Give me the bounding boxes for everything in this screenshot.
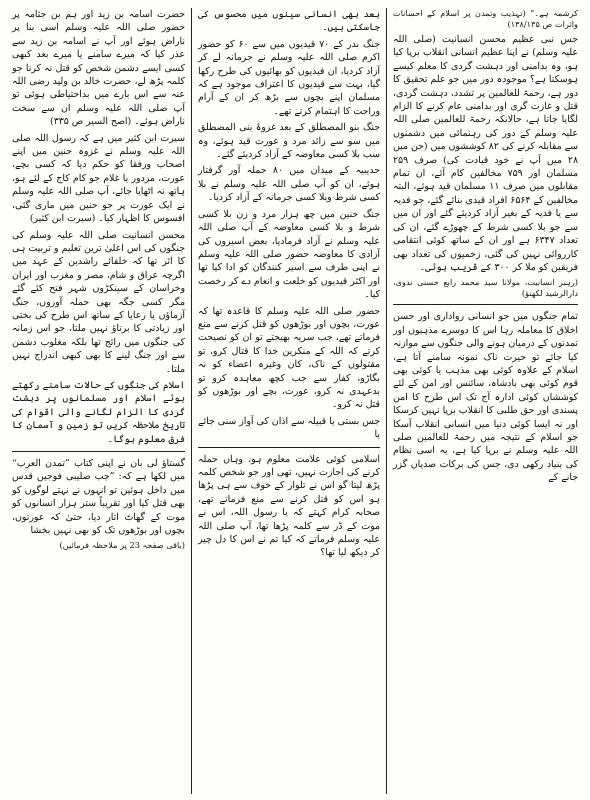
article-paragraph: حضرت اسامہ بن زید اور ہم بن جثامہ پر حضور صلی اللہ علیہ وسلم اسی بنا پر ناراض ہوئے اور آپ نے اسامہ بن زید سے عذر کیا کہ میرے سامنے یا میرے بعد کبھی کسی ایسے دشمن شخص کو قتل نہ کرنا جو کلمہ پڑھ لے، حضرت خالد بن ولید رضی اللہ عنہ سے اس بارے میں بداحتیاطی ہوئی تو آپ صلی اللہ علیہ وسلم ان سے سخت ناراض ہوئے۔ (اصح السیر ص ۳۳۵) bbox=[12, 9, 185, 128]
article-paragraph: جنگ بدر کے ۷۰ قیدیوں میں سے ۶۰ کو حضور اکرم صلی اللہ علیہ وسلم نے جرمانہ لے کر آزاد کردیا، ان قیدیوں کو بھائیوں کی طرح رکھا گیا، بہت سے قیدیوں کا اعتراف موجود ہے کہ مسلمان اپنے بچوں سے بڑھ کر ان کے آرام وراحت کا اہتمام کرتے تھے۔ bbox=[198, 38, 380, 117]
section-divider bbox=[198, 447, 380, 448]
article-paragraph: جنگ حنین میں چھ ہزار مرد و زن بلا کسی شرط و بلا کسی معاوضہ کے آپ صلی اللہ علیہ وسلم نے آزاد فرمادیا، بعض اسیروں کی آزادی کا معاوضہ حضور صلی اللہ علیہ وسلم نے اپنی طرف سے اسیر کنندگان کو ادا کیا تھا اور اکثر قیدیوں کو خلعت و انعام دے کر رخصت کیا۔ bbox=[198, 208, 380, 301]
article-paragraph: تمام جنگوں میں جو انسانی رواداری اور حسن اخلاق کا معاملہ رہا اس کا دوسرے مذہبوں اور تمدنوں کے درمیان ہونے والی جنگوں سے موازنہ کیا جائے تو حیرت ناک نمونہ سامنے آتا ہے، اسلام کے علاوہ کوئی بھی مذہب یا کوئی بھی قوم کوئی بھی بادشاہ، سائنس اور امن کے لئے کوششاں کوئی ادارہ آج تک اس طرح کا امن پسندی اور حق طلبی کا انقلاب برپا نہیں کرسکا اور نہ ایسا کوئی دنیا میں انسانی انقلاب آسکا جو اسلام کے نتیجہ میں رحمۃ للعالمین صلی اللہ علیہ وسلم نے برپا کیا ہے، یہ اسی نظام کی بنیاد رکھی دی، جس کی برکات صدیاں گزر جانے کے bbox=[393, 311, 578, 484]
continuation-note: (باقی صفحہ 23 پر ملاحظہ فرمائیں) bbox=[59, 540, 185, 551]
article-paragraph: جس بستی یا قبیلہ سے اذان کی آواز سنی جائے یا bbox=[198, 415, 380, 441]
article-paragraph: محسن انسانیت صلی اللہ علیہ وسلم کی جنگوں کی اس اعلیٰ ترین تعلیم و تربیت ہی کا اثر تھا کہ خلفائے راشدین کے عہد میں اگرچہ عراق و شام، مصر و مغرب اور ایران وخراسان کے سینکڑوں شہر فتح کئے گئے مگر کسی جگہ بھی حملہ آوروں، جنگ آزماؤں یا رعایا کے ساتھ اس طرح کی بختی اور زیادتی کا برتاؤ نہیں ملتا، جو اس زمانہ کی جنگوں میں رائج تھا بلکہ مغلوب دشمن سے اور جنگ لینے کا بھی کبھی اندراج نہیں ملتا۔ bbox=[12, 229, 185, 375]
middle-column bbox=[191, 8, 386, 794]
section-divider bbox=[12, 451, 185, 452]
opening-citation: کرشمہ ہے۔“ (تہذیب وتمدن پر اسلام کے احسانات واثرات ص ۱۳۸/۱۳۵) bbox=[393, 8, 578, 29]
article-paragraph: حضور صلی اللہ علیہ وسلم کا قاعدہ تھا کہ عورت، بچوں اور بوڑھوں کو قتل کرنے سے منع فرماتے تھے، جب سریہ بھیجتے تو ان کو نصیحت کرتے کہ اللہ کے منکرین خدا کا قتال کرو، تو مقتولوں کے ناک، کان وغیرہ اعضاء کو نہ بگاڑو، کفار سے جب کچھ معاہدہ کرو تو بدعہدی نہ کرو، عورت، بچے اور بوڑھوں کو قتل نہ کرو۔ bbox=[198, 305, 380, 411]
article-paragraph: گستاؤ لی بان نے اپنی کتاب ”تمدن العرب“ میں لکھا ہے کہ: ”جب صلیبی فوجیں قدس میں داخل ہوئیں تو انہوں نے نہتے لوگوں کو بھی قتل کیا اور تقریباً ستر ہزار انسانوں کو موت کے گھاٹ اتار دیا، حتیٰ کہ عورتوں، بچوں اور بوڑھوں تک کو بھی نہیں بخشا bbox=[12, 458, 185, 537]
article-paragraph: بعد بھی انسانی سینوں میں محسوس کی جاسکتی ہیں۔ bbox=[198, 9, 380, 34]
article-paragraph: سیرت ابن کثیر میں ہے کہ رسول اللہ صلی اللہ علیہ وسلم نے غزوہ حنین میں اپنے اصحاب ورفقا کو حکم دیا کہ کسی بچے، عورت، مزدور یا غلام جو کام کاج کے لئے ہو، ہاتھ نہ اٹھایا جائے، آپ صلی اللہ علیہ وسلم نے ایک عورت پر جو حنین میں ماری گئی، افسوس کا اظہار کیا۔ (سیرت ابن کثیر) bbox=[12, 132, 185, 225]
article-paragraph: اسلامی کوئی علامت معلوم ہو، وہاں حملہ کرنے کی اجازت نہیں، تھی اور جو شخص کلمہ پڑھ لیتا گو اس نے تلوار کے خوف سے ہی پڑھا ہو اس کو قتل کرنے سے منع فرماتے تھے، صحابہ کرام کہتے کہ یا رسول اللہ، اس نے موت کے ڈر سے کلمہ پڑھا تھا، آپ صلی اللہ علیہ وسلم فرماتے کہ کیا تم نے اس کا دل چیر کر دیکھ لیا تھا؟ bbox=[198, 453, 380, 559]
source-citation: (رہبر انسانیت، مولانا سید محمد رابع حسنی ندوی، دارالرشید لکھنؤ) bbox=[393, 277, 578, 299]
article-paragraph: جس نبی عظیم محسن انسانیت (صلی اللہ علیہ وسلم) نے اپنا عظیم انسانی انقلاب برپا کیا ہو، وہ بدامنی اور دہشت گردی کا معلم کیسے ہوسکتا ہے؟ موجودہ دور میں جو علم تحقیق کا دور ہے، رحمۃ للعالمین پر تشدد، دہشت گردی، قتل و غارت گری اور بدامنی عام کرنے کا الزام لگایا جاتا ہے، حالانکہ رحمۃ للعالمین صلی اللہ علیہ وسلم کے دور کی رہنمائی میں دشمنوں سے مقابلہ کرنے کی ۸۲ کوششوں میں (جن میں ۲۸ میں آپ نے خود قیادت کی) صرف ۲۵۹ مسلمان اور ۷۵۹ مخالفین کام آئے، ان تمام مقابلوں میں صرف ۱۱ مسلمان قید ہوئے، البتہ مخالفین کے ۶۵۶۴ افراد قیدی بنائے گئے، جو فدیہ سے یا فدیہ کے بغیر آزاد کردیئے گئے اور ان میں سے جو بلا کسی شرط کے چھوڑے گئے، ان کی تعداد ۶۳۴۷ ہے اور ان کے ساتھ کوئی انتقامی کارروائی نہیں کی گئی، زخمیوں کی تعداد بھی فریقین کو ملا کر ۳۰۰ کے قریب ہوئی۔ bbox=[393, 34, 578, 273]
article-paragraph: جنگ بنو المصطلق کے بعد غزوۂ بنی المصطلق میں سو سے زائد مرد و عورت قید ہوئے، وہ سب بلا کسی معاوضہ کے آزاد کردیئے گئے۔ bbox=[198, 122, 380, 161]
article-paragraph: حدیبیہ کے میدان میں ۸۰ حملہ آور گرفتار ہوئے، ان کو آپ صلی اللہ علیہ وسلم نے بلا کسی شرط وبلا کسی جرمانہ کے آزاد کردیا۔ bbox=[198, 165, 380, 204]
left-column bbox=[6, 8, 191, 794]
right-column bbox=[386, 8, 584, 794]
section-divider bbox=[393, 304, 578, 305]
article-paragraph: اسلام کی جنگوں کے حالات سامنے رکھتے ہوئے اسلام اور مسلمانوں پر دہشت گردی کا الزام لگانے والی اقوام کی تاریخ ملاحظہ کریں تو زمین و آسمان کا فرق معلوم ہوگا۔ bbox=[12, 379, 185, 445]
